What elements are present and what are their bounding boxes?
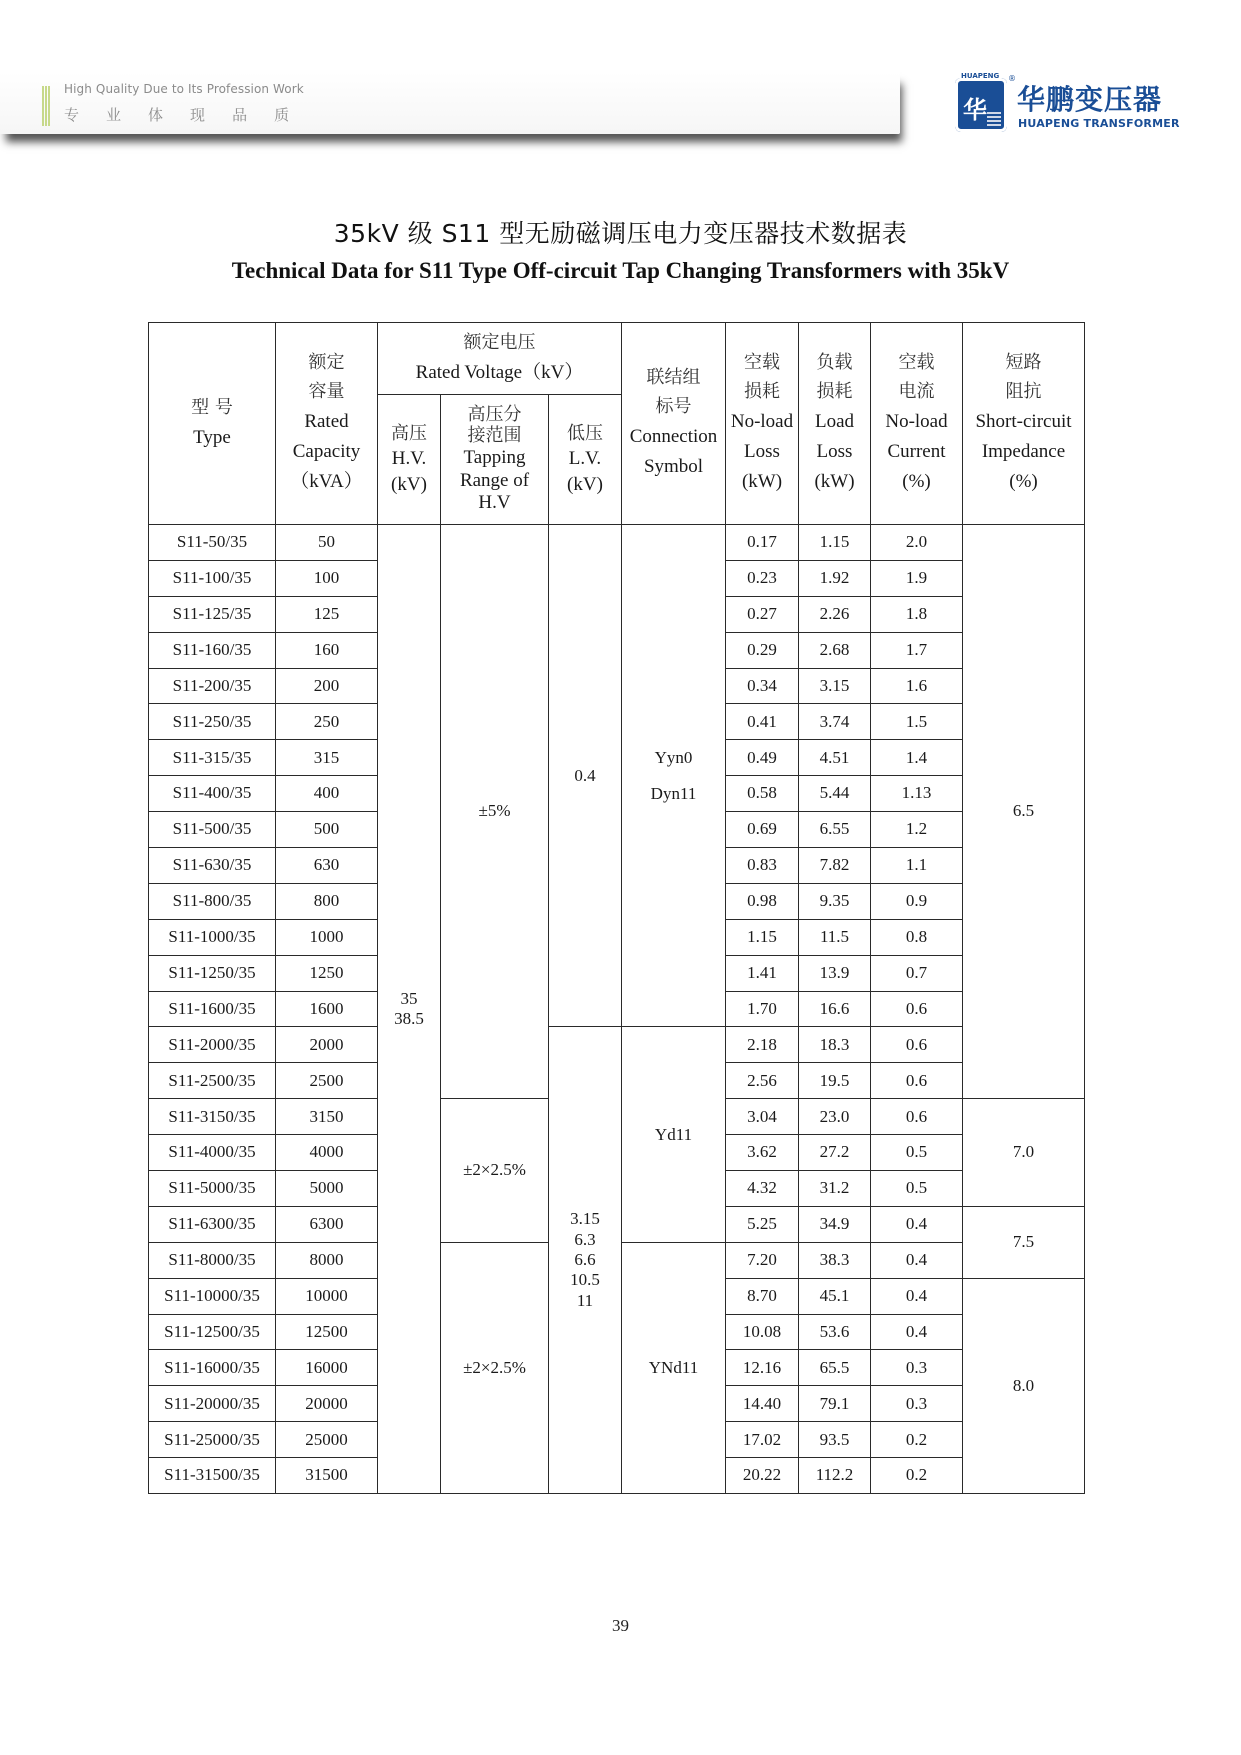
cell-type: S11-31500/35 [149,1458,276,1494]
cell-load-loss: 65.5 [799,1350,871,1386]
cell-noload-current: 1.9 [871,560,963,596]
cell-type: S11-10000/35 [149,1278,276,1314]
slogan-char: 业 [106,106,122,124]
cell-noload-loss: 3.04 [726,1099,799,1135]
header-noload-current: 空载 电流 No-load Current (%) [871,323,963,525]
cell-load-loss: 3.74 [799,704,871,740]
header-rated-voltage: 额定电压 Rated Voltage（kV） [378,323,622,395]
cell-capacity: 400 [276,776,378,812]
cell-connection [622,1027,726,1242]
cell-type: S11-5000/35 [149,1171,276,1207]
cell-load-loss: 4.51 [799,740,871,776]
page-title-cn: 35kV 级 S11 型无励磁调压电力变压器技术数据表 [333,219,908,248]
cell-noload-loss: 0.23 [726,560,799,596]
logo-grid-icon [987,110,1001,126]
cell-line: Yyn0 [654,748,693,768]
cell-noload-loss: 5.25 [726,1206,799,1242]
cell-line: Yd11 [654,1124,693,1144]
cell-line: 10.5 [570,1270,600,1290]
slogan-en: High Quality Due to Its Profession Work [64,82,304,96]
header-impedance: 短路 阻抗 Short-circuit Impedance (%) [963,323,1085,525]
cell-load-loss: 18.3 [799,1027,871,1063]
cell-type: S11-500/35 [149,812,276,848]
cell-noload-current: 0.2 [871,1458,963,1494]
cell-load-loss: 53.6 [799,1314,871,1350]
cell-noload-loss: 3.62 [726,1135,799,1171]
cell-capacity: 25000 [276,1422,378,1458]
cell-noload-current: 1.5 [871,704,963,740]
cell-load-loss: 2.68 [799,632,871,668]
cell-noload-loss: 0.17 [726,525,799,561]
logo-name-cn: 华鹏变压器 [1017,83,1163,116]
slogan-char: 品 [232,106,248,124]
cell-noload-current: 0.3 [871,1350,963,1386]
slogan-char: 质 [274,106,290,124]
slogan-char: 专 [64,106,80,124]
cell-line: 35 [400,988,418,1008]
cell-type: S11-160/35 [149,632,276,668]
cell-noload-loss: 17.02 [726,1422,799,1458]
cell-tapping: ±5% [441,525,549,1099]
cell-load-loss: 93.5 [799,1422,871,1458]
cell-type: S11-250/35 [149,704,276,740]
cell-connection [622,1242,726,1493]
cell-load-loss: 16.6 [799,991,871,1027]
cell-noload-loss: 0.98 [726,883,799,919]
registered-mark: ® [1008,74,1016,83]
cell-load-loss: 9.35 [799,883,871,919]
cell-noload-current: 0.4 [871,1242,963,1278]
header-tapping: 高压分 接范围 Tapping Range of H.V [441,395,549,525]
cell-noload-current: 0.3 [871,1386,963,1422]
header-hv: 高压 H.V. (kV) [378,395,441,525]
cell-capacity: 5000 [276,1171,378,1207]
cell-type: S11-125/35 [149,596,276,632]
cell-type: S11-2000/35 [149,1027,276,1063]
cell-load-loss: 1.92 [799,560,871,596]
cell-impedance: 7.0 [963,1099,1085,1207]
logo-mark-char: 华 [963,96,987,124]
cell-noload-current: 1.4 [871,740,963,776]
cell-capacity: 100 [276,560,378,596]
cell-capacity: 500 [276,812,378,848]
cell-impedance: 8.0 [963,1278,1085,1493]
cell-capacity: 10000 [276,1278,378,1314]
cell-type: S11-1000/35 [149,919,276,955]
cell-capacity: 250 [276,704,378,740]
cell-noload-current: 0.2 [871,1422,963,1458]
cell-load-loss: 45.1 [799,1278,871,1314]
cell-noload-loss: 0.58 [726,776,799,812]
cell-type: S11-50/35 [149,525,276,561]
page-number: 39 [612,1616,629,1635]
cell-noload-loss: 8.70 [726,1278,799,1314]
cell-load-loss: 79.1 [799,1386,871,1422]
cell-capacity: 31500 [276,1458,378,1494]
cell-noload-loss: 0.69 [726,812,799,848]
table-body [149,525,1085,1494]
header-noload-loss: 空载 损耗 No-load Loss (kW) [726,323,799,525]
cell-load-loss: 34.9 [799,1206,871,1242]
cell-noload-current: 0.6 [871,1027,963,1063]
cell-type: S11-2500/35 [149,1063,276,1099]
banner-accent-bars [42,86,50,126]
cell-type: S11-1250/35 [149,955,276,991]
cell-tapping: ±2×2.5% [441,1242,549,1493]
cell-noload-current: 0.4 [871,1314,963,1350]
cell-load-loss: 31.2 [799,1171,871,1207]
cell-noload-loss: 0.49 [726,740,799,776]
cell-hv [378,525,441,1494]
cell-noload-loss: 1.70 [726,991,799,1027]
cell-noload-loss: 0.34 [726,668,799,704]
header-load-loss: 负载 损耗 Load Loss (kW) [799,323,871,525]
cell-type: S11-20000/35 [149,1386,276,1422]
cell-connection [622,525,726,1027]
cell-load-loss: 112.2 [799,1458,871,1494]
cell-type: S11-400/35 [149,776,276,812]
cell-type: S11-6300/35 [149,1206,276,1242]
cell-noload-current: 1.7 [871,632,963,668]
header-lv: 低压 L.V. (kV) [549,395,622,525]
cell-type: S11-3150/35 [149,1099,276,1135]
cell-impedance: 7.5 [963,1206,1085,1278]
cell-lv [549,525,622,1027]
cell-noload-current: 0.5 [871,1135,963,1171]
table-row [149,525,1085,561]
cell-noload-loss: 0.29 [726,632,799,668]
cell-load-loss: 1.15 [799,525,871,561]
cell-type: S11-8000/35 [149,1242,276,1278]
cell-line: 0.4 [574,765,596,785]
cell-noload-current: 1.8 [871,596,963,632]
cell-noload-loss: 14.40 [726,1386,799,1422]
cell-line: YNd11 [648,1358,699,1378]
cell-capacity: 800 [276,883,378,919]
cell-load-loss: 6.55 [799,812,871,848]
cell-capacity: 2500 [276,1063,378,1099]
cell-capacity: 4000 [276,1135,378,1171]
cell-noload-loss: 2.56 [726,1063,799,1099]
cell-noload-loss: 20.22 [726,1458,799,1494]
cell-capacity: 1600 [276,991,378,1027]
cell-lv [549,1027,622,1494]
cell-load-loss: 27.2 [799,1135,871,1171]
cell-line: Dyn11 [650,783,697,803]
cell-capacity: 3150 [276,1099,378,1135]
header-capacity: 额定 容量 Rated Capacity （kVA） [276,323,378,525]
page-title-en: Technical Data for S11 Type Off-circuit Tap Changing Transformers with 35kV [231,258,1010,283]
cell-load-loss: 38.3 [799,1242,871,1278]
cell-capacity: 1000 [276,919,378,955]
cell-noload-current: 0.6 [871,1063,963,1099]
cell-type: S11-100/35 [149,560,276,596]
cell-type: S11-25000/35 [149,1422,276,1458]
cell-noload-current: 0.9 [871,883,963,919]
cell-noload-loss: 7.20 [726,1242,799,1278]
cell-capacity: 12500 [276,1314,378,1350]
cell-capacity: 8000 [276,1242,378,1278]
cell-noload-current: 1.1 [871,848,963,884]
cell-capacity: 6300 [276,1206,378,1242]
cell-noload-current: 0.7 [871,955,963,991]
header-type: 型 号 Type [149,323,276,525]
cell-noload-loss: 0.41 [726,704,799,740]
cell-capacity: 20000 [276,1386,378,1422]
cell-noload-current: 1.2 [871,812,963,848]
cell-noload-loss: 1.15 [726,919,799,955]
logo-name-en: HUAPENG TRANSFORMER [1018,117,1180,130]
cell-load-loss: 5.44 [799,776,871,812]
cell-noload-loss: 1.41 [726,955,799,991]
cell-tapping: ±2×2.5% [441,1099,549,1243]
cell-type: S11-630/35 [149,848,276,884]
cell-type: S11-315/35 [149,740,276,776]
slogan-cn [64,104,289,125]
header-connection: 联结组 标号 Connection Symbol [622,323,726,525]
cell-line: 11 [576,1290,594,1310]
cell-capacity: 1250 [276,955,378,991]
cell-noload-loss: 0.27 [726,596,799,632]
cell-type: S11-12500/35 [149,1314,276,1350]
cell-noload-current: 1.6 [871,668,963,704]
cell-line: 38.5 [394,1009,424,1029]
cell-capacity: 125 [276,596,378,632]
cell-noload-current: 1.13 [871,776,963,812]
cell-impedance: 6.5 [963,525,1085,1099]
cell-load-loss: 2.26 [799,596,871,632]
cell-load-loss: 23.0 [799,1099,871,1135]
cell-capacity: 16000 [276,1350,378,1386]
cell-noload-loss: 0.83 [726,848,799,884]
cell-line: 3.15 [570,1209,600,1229]
cell-noload-loss: 2.18 [726,1027,799,1063]
cell-load-loss: 7.82 [799,848,871,884]
cell-capacity: 2000 [276,1027,378,1063]
company-logo [955,74,1205,138]
cell-capacity: 160 [276,632,378,668]
cell-noload-current: 0.6 [871,1099,963,1135]
cell-noload-current: 0.8 [871,919,963,955]
cell-load-loss: 19.5 [799,1063,871,1099]
cell-capacity: 200 [276,668,378,704]
logo-mark-icon [955,72,1007,132]
cell-type: S11-800/35 [149,883,276,919]
cell-noload-current: 0.5 [871,1171,963,1207]
cell-noload-current: 2.0 [871,525,963,561]
cell-noload-loss: 4.32 [726,1171,799,1207]
cell-load-loss: 13.9 [799,955,871,991]
cell-noload-loss: 10.08 [726,1314,799,1350]
cell-noload-current: 0.4 [871,1206,963,1242]
technical-data-table [148,322,1085,1494]
cell-load-loss: 11.5 [799,919,871,955]
cell-type: S11-16000/35 [149,1350,276,1386]
cell-noload-current: 0.4 [871,1278,963,1314]
slogan-char: 现 [190,106,206,124]
cell-line: 6.6 [574,1250,596,1270]
cell-line: 6.3 [574,1229,596,1249]
slogan-char: 体 [148,106,164,124]
cell-capacity: 50 [276,525,378,561]
cell-capacity: 315 [276,740,378,776]
logo-mark-text: HUAPENG [961,72,1000,80]
table-row [149,1027,1085,1063]
cell-load-loss: 3.15 [799,668,871,704]
cell-capacity: 630 [276,848,378,884]
cell-type: S11-4000/35 [149,1135,276,1171]
cell-type: S11-200/35 [149,668,276,704]
cell-noload-loss: 12.16 [726,1350,799,1386]
cell-noload-current: 0.6 [871,991,963,1027]
cell-type: S11-1600/35 [149,991,276,1027]
